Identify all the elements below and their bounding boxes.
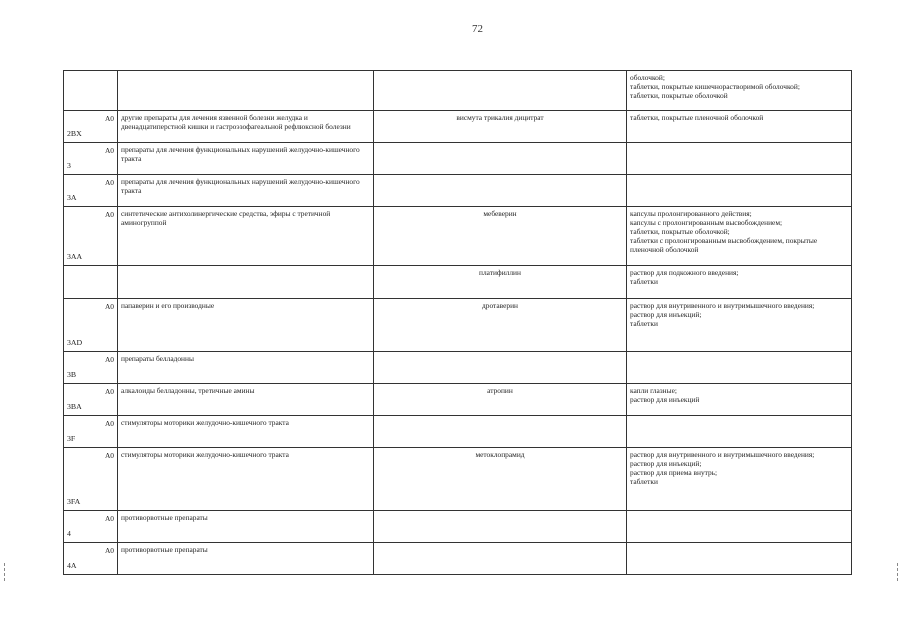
form-line: раствор для инъекций; [630, 310, 702, 320]
form-line: таблетки, покрытые кишечнорастворимой оболочкой; [630, 82, 800, 92]
inn-cell: дротаверин [374, 299, 627, 352]
group-cell: противорвотные препараты [118, 511, 374, 543]
inn-cell [374, 352, 627, 384]
inn-cell: мебеверин [374, 207, 627, 266]
forms-cell [627, 543, 852, 575]
forms-cell [627, 71, 852, 111]
atc-code-cell [64, 543, 118, 575]
atc-code-cell [64, 71, 118, 111]
forms-cell [627, 175, 852, 207]
form-line: капли глазные; [630, 386, 677, 395]
table-row [64, 384, 852, 416]
atc-prefix: A0 [104, 387, 114, 396]
table-row [64, 71, 852, 111]
inn-cell: платифиллин [374, 266, 627, 299]
page-number: 72 [472, 23, 483, 35]
table-body [64, 71, 852, 575]
atc-code: 3F [67, 433, 76, 443]
atc-code: 3 [67, 160, 71, 170]
form-line: капсулы пролонгированного действия; [630, 209, 752, 218]
form-line: раствор для инъекций; [630, 459, 702, 469]
table-row [64, 299, 852, 352]
atc-prefix: A0 [104, 210, 114, 219]
group-cell: препараты для лечения функциональных нарушений желудочно-кишечного тракта [118, 143, 374, 175]
form-line: капсулы с пролонгированным высвобождением; [630, 218, 783, 228]
inn-cell: метоклопрамид [374, 448, 627, 511]
atc-code: 3B [67, 369, 77, 379]
atc-code-cell [64, 448, 118, 511]
table-row [64, 448, 852, 511]
atc-code: 4A [67, 560, 77, 570]
inn-cell: атропин [374, 384, 627, 416]
forms-cell [627, 384, 852, 416]
atc-code-cell [64, 511, 118, 543]
left-margin-mark [4, 563, 8, 581]
inn-cell [374, 511, 627, 543]
atc-code-cell [64, 384, 118, 416]
form-line: раствор для инъекций [630, 395, 700, 405]
form-line: таблетки [630, 477, 658, 487]
inn-cell [374, 143, 627, 175]
form-line: таблетки, покрытые оболочкой; [630, 227, 730, 237]
atc-prefix: A0 [104, 355, 114, 364]
inn-cell: висмута трикалия дицитрат [374, 111, 627, 143]
group-cell: папаверин и его производные [118, 299, 374, 352]
form-line: раствор для внутривенного и внутримышечного введения; [630, 301, 815, 310]
atc-code-cell [64, 416, 118, 448]
form-line: таблетки [630, 277, 658, 287]
table-row [64, 111, 852, 143]
group-cell: препараты белладонны [118, 352, 374, 384]
table-row [64, 511, 852, 543]
forms-cell [627, 416, 852, 448]
atc-prefix: A0 [104, 419, 114, 428]
forms-cell [627, 207, 852, 266]
table-row [64, 543, 852, 575]
group-cell: алкалоиды белладонны, третичные амины [118, 384, 374, 416]
group-cell: другие препараты для лечения язвенной болезни желудка и двенадцатиперстной кишки и гастроэзофагеальной рефлюксной болезни [118, 111, 374, 143]
forms-cell [627, 266, 852, 299]
forms-cell [627, 352, 852, 384]
atc-code-cell [64, 175, 118, 207]
atc-code: 3A [67, 192, 77, 202]
group-cell: противорвотные препараты [118, 543, 374, 575]
form-line: оболочкой; [630, 73, 665, 82]
table-row [64, 207, 852, 266]
group-cell: стимуляторы моторики желудочно-кишечного тракта [118, 448, 374, 511]
atc-code-cell [64, 266, 118, 299]
table-row [64, 143, 852, 175]
atc-code-cell [64, 111, 118, 143]
atc-code: 4 [67, 528, 71, 538]
atc-code-cell [64, 299, 118, 352]
atc-prefix: A0 [104, 451, 114, 460]
form-line: таблетки с пролонгированным высвобождением, покрытые пленочной оболочкой [630, 236, 818, 255]
atc-code: 3BA [67, 401, 82, 411]
atc-code-cell [64, 143, 118, 175]
atc-prefix: A0 [104, 514, 114, 523]
atc-code-cell [64, 352, 118, 384]
atc-code-cell [64, 207, 118, 266]
forms-cell [627, 511, 852, 543]
forms-cell [627, 111, 852, 143]
atc-prefix: A0 [104, 546, 114, 555]
inn-cell [374, 175, 627, 207]
form-line: таблетки [630, 319, 658, 329]
atc-prefix: A0 [104, 114, 114, 123]
atc-prefix: A0 [104, 146, 114, 155]
form-line: раствор для подкожного введения; [630, 268, 739, 277]
table-row [64, 416, 852, 448]
inn-cell [374, 71, 627, 111]
atc-code: 2BX [67, 128, 82, 138]
group-cell: стимуляторы моторики желудочно-кишечного тракта [118, 416, 374, 448]
group-cell [118, 266, 374, 299]
table-row [64, 175, 852, 207]
inn-cell [374, 543, 627, 575]
form-line: таблетки, покрытые пленочной оболочкой [630, 113, 764, 122]
drug-classification-table [63, 70, 852, 575]
right-margin-mark [897, 563, 901, 581]
forms-cell [627, 299, 852, 352]
group-cell: синтетические антихолинергические средства, эфиры с третичной аминогруппой [118, 207, 374, 266]
inn-cell [374, 416, 627, 448]
atc-prefix: A0 [104, 178, 114, 187]
group-cell [118, 71, 374, 111]
table-row [64, 266, 852, 299]
form-line: раствор для приема внутрь; [630, 468, 718, 478]
group-cell: препараты для лечения функциональных нарушений желудочно-кишечного тракта [118, 175, 374, 207]
form-line: таблетки, покрытые оболочкой [630, 91, 728, 101]
forms-cell [627, 448, 852, 511]
atc-prefix: A0 [104, 302, 114, 311]
atc-code: 3AD [67, 337, 83, 347]
form-line: раствор для внутривенного и внутримышечного введения; [630, 450, 815, 459]
forms-cell [627, 143, 852, 175]
table-row [64, 352, 852, 384]
atc-code: 3AA [67, 251, 83, 261]
atc-code: 3FA [67, 496, 81, 506]
